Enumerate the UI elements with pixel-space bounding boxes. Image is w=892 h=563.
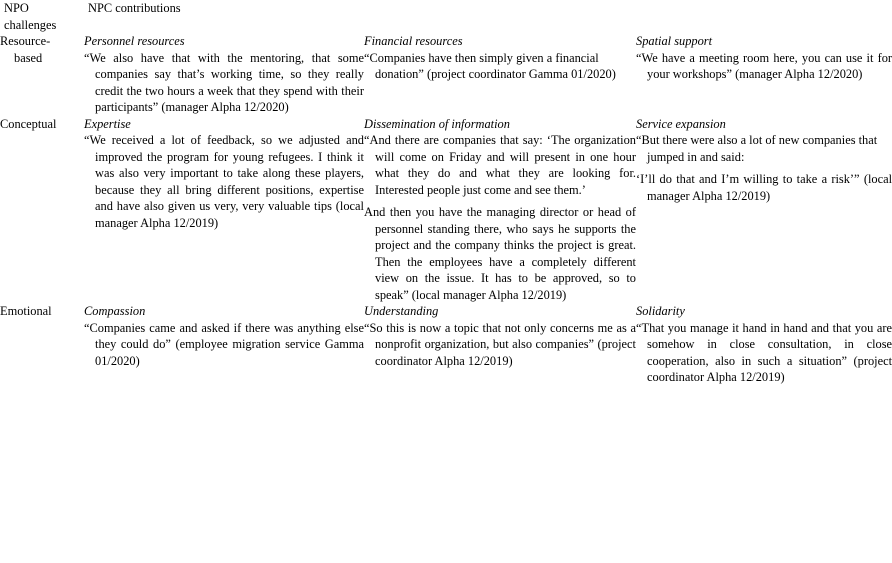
table-row-quotes-conceptual [0, 132, 892, 303]
quote-paragraph: “Companies have then simply given a financial donation” (project coordinator Gamma 01/2020) [364, 50, 616, 81]
header-npo-line1: NPO [4, 1, 29, 15]
quote-cell-spatial-support [636, 50, 892, 116]
quote-cell-service-expansion [636, 132, 892, 303]
header-cell-npo-challenges [0, 0, 84, 33]
table-row-quotes-resource-based [0, 50, 892, 116]
table-row-subheads-resource-based [0, 33, 892, 50]
row-label-resource-based-line1: Resource- [0, 34, 51, 48]
subhead-solidarity: Solidarity [636, 304, 685, 318]
row-label-resource-based-line2: based [14, 50, 43, 65]
table-row-quotes-emotional [0, 320, 892, 386]
subhead-financial-resources: Financial resources [364, 34, 463, 48]
quote-cell-personnel-resources [84, 50, 364, 116]
subhead-dissemination-of-information: Dissemination of information [364, 116, 510, 131]
subhead-compassion: Compassion [84, 304, 146, 318]
header-cell-npc-contributions: NPC contributions [88, 1, 181, 15]
table-row-subheads-emotional [0, 303, 892, 320]
table-row-subheads-conceptual [0, 116, 892, 133]
row-label-conceptual-line1: Conceptual [0, 116, 57, 131]
quote-cell-expertise [84, 132, 364, 303]
quote-cell-compassion [84, 320, 364, 386]
quote-paragraph: “We also have that with the mentoring, that some companies say that’s working time, so they really credit the two hours a week that they spend with their participants” (manager Alpha 12/2020) [84, 50, 364, 114]
quote-paragraph: “So this is now a topic that not only concerns me as a nonprofit organization, but also companies” (project coordinator Alpha 12/2019) [364, 320, 636, 368]
subhead-personnel-resources: Personnel resources [84, 34, 185, 48]
row-label-resource-based [0, 33, 84, 116]
quote-paragraph: “Companies came and asked if there was anything else they could do” (employee migration service Gamma 01/2020) [84, 320, 364, 368]
subhead-expertise: Expertise [84, 116, 131, 131]
row-label-emotional [0, 303, 84, 320]
quote-paragraph: “And there are companies that say: ‘The organization will come on Friday and will present in one hour what they do and what they are looking for. Interested people just come and see them.’ [364, 133, 636, 197]
subhead-service-expansion: Service expansion [636, 116, 726, 131]
quote-paragraph: “That you manage it hand in hand and that you are somehow in close consultation, in close cooperation, also in such a situation” (project coordinator Alpha 12/2019) [636, 320, 892, 384]
subhead-understanding: Understanding [364, 304, 439, 318]
row-label-emotional-spacer [0, 320, 84, 386]
quote-cell-financial-resources [364, 50, 636, 116]
quote-cell-solidarity [636, 320, 892, 386]
quote-paragraph: “But there were also a lot of new companies that jumped in and said: [636, 133, 878, 164]
row-label-conceptual [0, 116, 84, 304]
subhead-spatial-support: Spatial support [636, 34, 713, 48]
row-label-emotional-line1: Emotional [0, 304, 52, 318]
table-header-row [0, 0, 892, 33]
quote-paragraph: “We received a lot of feedback, so we adjusted and improved the program for young refugees. I think it was also very important to take along these players, because they all bring different positions, expertise and have also given us very, very valuable tips (local manager Alpha 12/2019) [84, 133, 364, 230]
quote-cell-understanding [364, 320, 636, 386]
quote-paragraph: And then you have the managing director or head of personnel standing there, who says he supports the project and the company thinks the project is great. Then the employees have a completely different view on the issue. It has to be approved, so to speak” (local manager Alpha 12/2019) [364, 205, 636, 302]
quote-paragraph: “We have a meeting room here, you can use it for your workshops” (manager Alpha 12/2020) [636, 50, 892, 81]
quote-cell-dissemination-of-information [364, 132, 636, 303]
quote-paragraph: ‘I’ll do that and I’m willing to take a risk’” (local manager Alpha 12/2019) [636, 172, 892, 203]
header-npo-line2: challenges [4, 17, 57, 32]
